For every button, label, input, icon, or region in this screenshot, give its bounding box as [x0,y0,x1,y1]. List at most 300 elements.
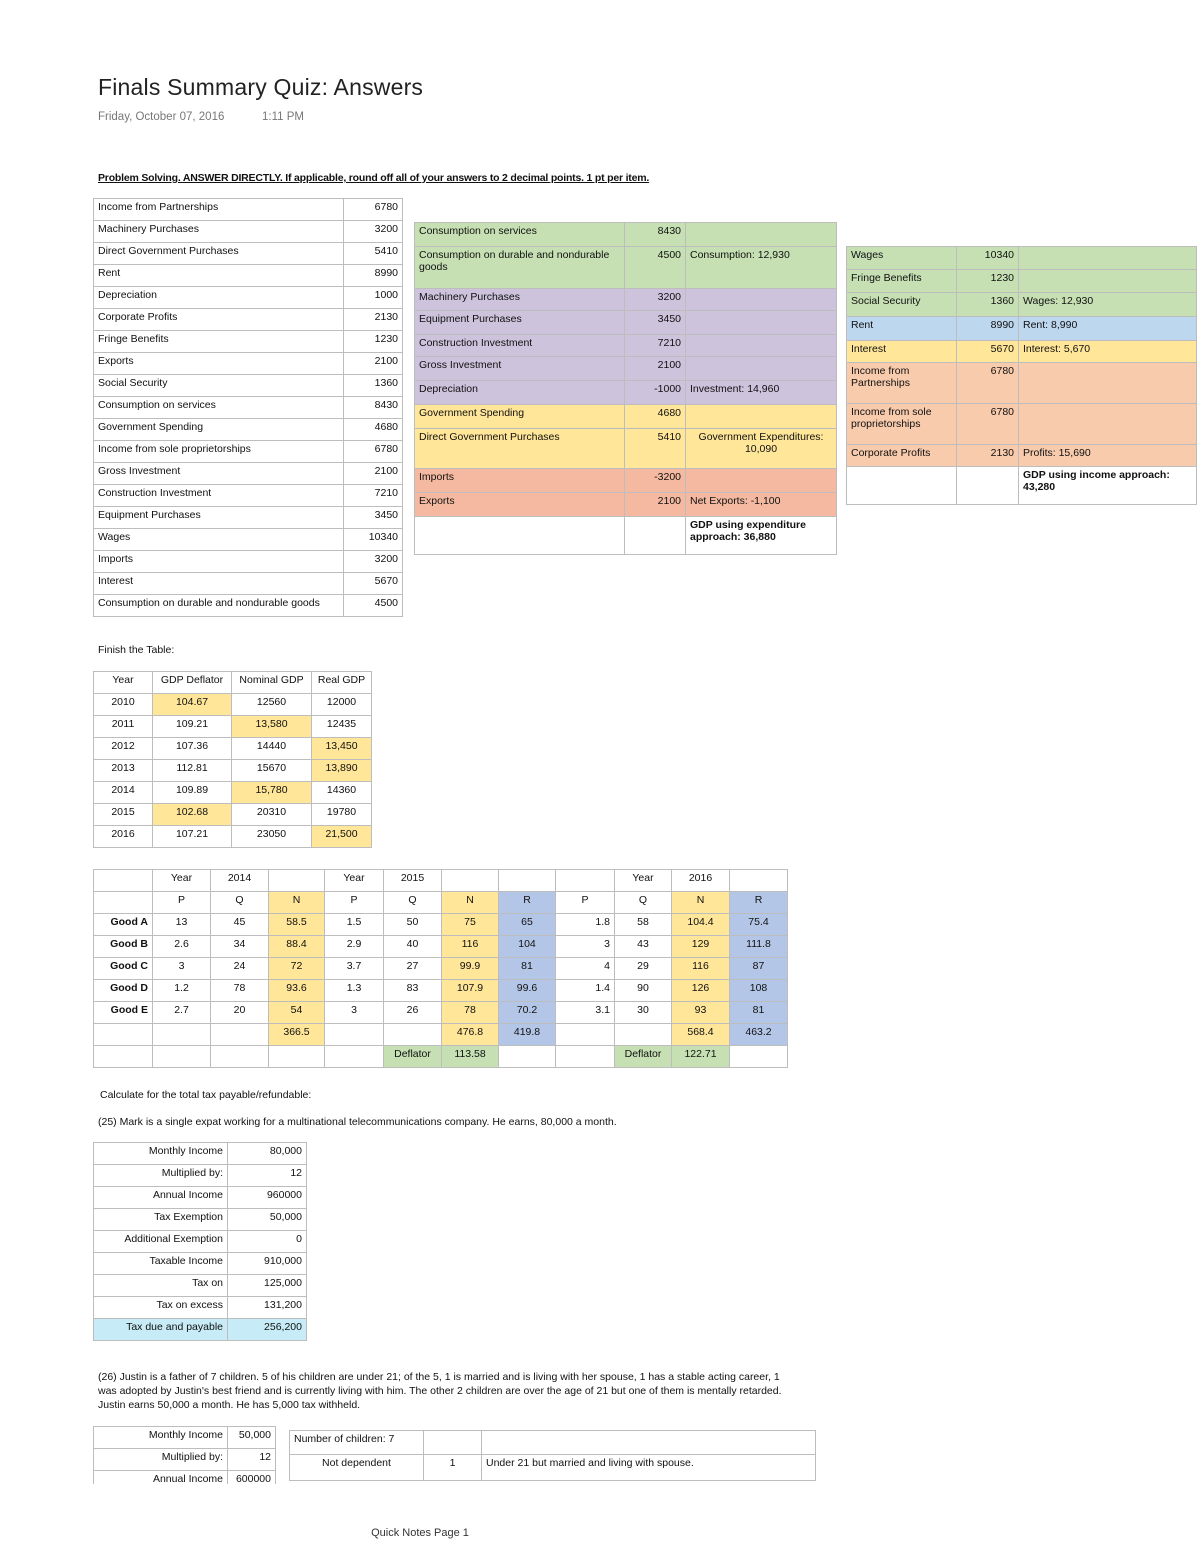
gdp-cell: 2014 [94,782,153,804]
blank-cell [415,517,625,555]
blank-cell [94,1024,153,1046]
table-row [94,331,403,353]
gdp-cell: 13,450 [312,738,372,760]
total-cell: 568.4 [672,1024,730,1046]
table-row [94,804,372,826]
tax-value: 910,000 [228,1253,307,1275]
gdp-cell: 2016 [94,826,153,848]
question-25: (25) Mark is a single expat working for a multinational telecommunications company. He earns, 80,000 a month. [98,1116,617,1128]
expenditure-label: Consumption on services [415,223,625,247]
expenditure-note [686,405,837,429]
expenditure-value: 4500 [625,247,686,289]
item-label: Imports [94,551,344,573]
header-row [94,892,788,914]
children-header: Number of children: 7 [290,1431,424,1455]
table-row [94,1253,307,1275]
table-row [94,980,788,1002]
tax-value: 125,000 [228,1275,307,1297]
table-row [415,311,837,335]
table-row [94,1471,276,1485]
blank-cell [847,467,957,505]
good-name: Good A [94,914,153,936]
item-label: Exports [94,353,344,375]
column-header: P [153,892,211,914]
goods-cell: 1.3 [325,980,384,1002]
table-row [94,1002,788,1024]
page-time: 1:11 PM [262,111,304,123]
table-row [94,760,372,782]
expenditure-label: Consumption on durable and nondurable goods [415,247,625,289]
tax-label: Tax due and payable [94,1319,228,1341]
item-label: Government Spending [94,419,344,441]
table-row [94,826,372,848]
item-value: 2100 [344,463,403,485]
goods-cell: 13 [153,914,211,936]
item-value: 2100 [344,353,403,375]
column-header: P [325,892,384,914]
table-row [415,493,837,517]
tax-label: Multiplied by: [94,1165,228,1187]
expenditure-label: Exports [415,493,625,517]
goods-cell: 78 [211,980,269,1002]
table-row [847,341,1197,363]
gdp-cell: 12000 [312,694,372,716]
table-row [94,1165,307,1187]
table-row [94,595,403,617]
table-row [415,223,837,247]
expenditure-note: Consumption: 12,930 [686,247,837,289]
goods-cell: 104 [499,936,556,958]
gdp-cell: 19780 [312,804,372,826]
income-label: Fringe Benefits [847,270,957,293]
total-cell: 419.8 [499,1024,556,1046]
goods-cell: 26 [384,1002,442,1024]
column-header: N [672,892,730,914]
table-row [94,441,403,463]
year-cell [556,870,615,892]
income-label: Interest [847,341,957,363]
table-row [94,1209,307,1231]
item-value: 2130 [344,309,403,331]
good-name: Good B [94,936,153,958]
table-row [94,265,403,287]
tax-intro: Calculate for the total tax payable/refundable: [100,1089,312,1101]
table-row [94,199,403,221]
goods-cell: 104.4 [672,914,730,936]
table-row [94,287,403,309]
tax-label: Taxable Income [94,1253,228,1275]
good-name: Good E [94,1002,153,1024]
tax2-clip [93,1426,283,1484]
table-row [94,738,372,760]
tax2-computation-table [93,1426,276,1484]
goods-cell: 78 [442,1002,499,1024]
goods-cell: 93.6 [269,980,325,1002]
table-row [94,221,403,243]
year-cell [499,870,556,892]
tax-label: Tax Exemption [94,1209,228,1231]
gdp-cell: 109.89 [153,782,232,804]
expenditure-value: 4680 [625,405,686,429]
column-header: R [730,892,788,914]
blank-cell [556,1046,615,1068]
expenditure-label: Machinery Purchases [415,289,625,311]
expenditure-note [686,223,837,247]
goods-cell: 27 [384,958,442,980]
children-table [289,1430,816,1481]
table-row [94,419,403,441]
blank-cell [325,1046,384,1068]
deflator-value: 122.71 [672,1046,730,1068]
column-header: N [269,892,325,914]
goods-cell: 75 [442,914,499,936]
blank-cell [269,1046,325,1068]
expenditure-note [686,289,837,311]
goods-cell: 24 [211,958,269,980]
item-label: Depreciation [94,287,344,309]
column-header: Q [615,892,672,914]
good-name: Good D [94,980,153,1002]
item-label: Social Security [94,375,344,397]
goods-cell: 29 [615,958,672,980]
table-row [415,429,837,469]
table-row [94,243,403,265]
tax-value: 0 [228,1231,307,1253]
gdp-cell: 12560 [232,694,312,716]
expenditure-value: 5410 [625,429,686,469]
item-value: 5670 [344,573,403,595]
goods-cell: 108 [730,980,788,1002]
goods-cell: 2.6 [153,936,211,958]
blank-cell [325,1024,384,1046]
table-row [847,445,1197,467]
goods-cell: 93 [672,1002,730,1024]
goods-cell: 20 [211,1002,269,1024]
expenditure-value: 2100 [625,357,686,381]
year-cell: Year [325,870,384,892]
goods-cell: 88.4 [269,936,325,958]
income-value: 6780 [957,363,1019,404]
year-cell [730,870,788,892]
goods-price-table [93,869,788,1068]
expenditure-value: 3450 [625,311,686,335]
year-cell [442,870,499,892]
table-row [847,404,1197,445]
item-value: 6780 [344,199,403,221]
gdp-cell: 15670 [232,760,312,782]
table-row [94,529,403,551]
year-cell [94,870,153,892]
item-label: Interest [94,573,344,595]
income-total-row [847,467,1197,505]
table-row [415,405,837,429]
goods-cell: 126 [672,980,730,1002]
gdp-cell: 15,780 [232,782,312,804]
goods-cell: 58 [615,914,672,936]
tax-value: 256,200 [228,1319,307,1341]
table-row [94,551,403,573]
year-cell: 2015 [384,870,442,892]
gdp-cell: 2015 [94,804,153,826]
blank-cell [384,1024,442,1046]
gdp-cell: 2011 [94,716,153,738]
gdp-cell: 14440 [232,738,312,760]
children-cell: Under 21 but married and living with spouse. [482,1455,816,1481]
goods-cell: 129 [672,936,730,958]
goods-cell: 99.6 [499,980,556,1002]
item-value: 8990 [344,265,403,287]
income-value: 5670 [957,341,1019,363]
table-row [415,289,837,311]
children-cell: 1 [424,1455,482,1481]
income-value: 1230 [957,270,1019,293]
goods-cell: 65 [499,914,556,936]
gdp-cell: 21,500 [312,826,372,848]
income-value: 6780 [957,404,1019,445]
table-row [94,573,403,595]
item-value: 1000 [344,287,403,309]
table-row [94,397,403,419]
goods-cell: 3 [153,958,211,980]
income-table [846,246,1197,505]
item-label: Machinery Purchases [94,221,344,243]
table-row [94,1319,307,1341]
gdp-cell: 112.81 [153,760,232,782]
table-row [94,353,403,375]
item-value: 5410 [344,243,403,265]
total-cell: 366.5 [269,1024,325,1046]
goods-cell: 43 [615,936,672,958]
blank-cell [556,1024,615,1046]
table-row [94,1275,307,1297]
gdp-cell: 104.67 [153,694,232,716]
blank-cell [730,1046,788,1068]
income-note [1019,247,1197,270]
goods-cell: 90 [615,980,672,1002]
expenditure-note [686,311,837,335]
tax-label: Additional Exemption [94,1231,228,1253]
table-row [94,694,372,716]
gdp-cell: 102.68 [153,804,232,826]
income-label: Income from Partnerships [847,363,957,404]
expenditure-value: -1000 [625,381,686,405]
goods-cell: 111.8 [730,936,788,958]
gdp-cell: 12435 [312,716,372,738]
tax2-label: Multiplied by: [94,1449,228,1471]
expenditure-value: -3200 [625,469,686,493]
good-name: Good C [94,958,153,980]
table-row [94,507,403,529]
goods-cell: 99.9 [442,958,499,980]
gdp-cell: 2013 [94,760,153,782]
blank-cell [211,1024,269,1046]
totals-row [94,1024,788,1046]
tax-value: 131,200 [228,1297,307,1319]
expenditure-label: Depreciation [415,381,625,405]
expenditure-note [686,469,837,493]
item-label: Fringe Benefits [94,331,344,353]
tax2-label: Monthly Income [94,1427,228,1449]
blank-cell [153,1046,211,1068]
tax-value: 960000 [228,1187,307,1209]
table-row [94,1449,276,1471]
goods-cell: 116 [672,958,730,980]
expenditure-label: Imports [415,469,625,493]
item-label: Gross Investment [94,463,344,485]
tax-label: Annual Income [94,1187,228,1209]
expenditure-note: Investment: 14,960 [686,381,837,405]
tax2-value: 50,000 [228,1427,276,1449]
expenditure-value: 7210 [625,335,686,357]
item-label: Construction Investment [94,485,344,507]
item-label: Consumption on durable and nondurable goods [94,595,344,617]
goods-cell: 1.5 [325,914,384,936]
item-value: 8430 [344,397,403,419]
deflator-label: Deflator [615,1046,672,1068]
header-row [94,672,372,694]
expenditure-total-row [415,517,837,555]
table-row [94,375,403,397]
blank-cell [94,892,153,914]
table-row [415,381,837,405]
income-value: 1360 [957,293,1019,317]
expenditure-label: Equipment Purchases [415,311,625,335]
blank-cell [957,467,1019,505]
income-note: Profits: 15,690 [1019,445,1197,467]
item-value: 7210 [344,485,403,507]
gdp-cell: 107.36 [153,738,232,760]
gdp-cell: 14360 [312,782,372,804]
goods-cell: 3 [556,936,615,958]
table-row [847,270,1197,293]
goods-cell: 54 [269,1002,325,1024]
expenditure-value: 8430 [625,223,686,247]
column-header: Q [384,892,442,914]
deflator-label: Deflator [384,1046,442,1068]
item-label: Corporate Profits [94,309,344,331]
goods-cell: 1.2 [153,980,211,1002]
tax-value: 12 [228,1165,307,1187]
gdp-cell: 107.21 [153,826,232,848]
gdp-cell: 13,890 [312,760,372,782]
goods-cell: 2.7 [153,1002,211,1024]
goods-cell: 3.1 [556,1002,615,1024]
goods-cell: 50 [384,914,442,936]
expenditure-table [414,222,837,555]
income-label: Income from sole proprietorships [847,404,957,445]
deflator-row [94,1046,788,1068]
expenditure-total: GDP using expenditure approach: 36,880 [686,517,837,555]
goods-cell: 58.5 [269,914,325,936]
tax2-value: 12 [228,1449,276,1471]
goods-cell: 34 [211,936,269,958]
table-row [94,1297,307,1319]
goods-cell: 116 [442,936,499,958]
item-value: 1230 [344,331,403,353]
item-value: 10340 [344,529,403,551]
table-row [94,716,372,738]
total-cell: 476.8 [442,1024,499,1046]
table-row [94,936,788,958]
goods-cell: 81 [730,1002,788,1024]
table-row [94,309,403,331]
goods-cell: 107.9 [442,980,499,1002]
income-value: 2130 [957,445,1019,467]
table-row [94,1187,307,1209]
income-note [1019,404,1197,445]
expenditure-label: Gross Investment [415,357,625,381]
income-note: Wages: 12,930 [1019,293,1197,317]
table-row [415,247,837,289]
instructions: Problem Solving. ANSWER DIRECTLY. If applicable, round off all of your answers to 2 decimal points. 1 pt per item. [98,172,650,184]
gdp-cell: 13,580 [232,716,312,738]
blank-cell [94,1046,153,1068]
column-header: Year [94,672,153,694]
gdp-cell: 23050 [232,826,312,848]
expenditure-value: 2100 [625,493,686,517]
item-label: Wages [94,529,344,551]
column-header: Q [211,892,269,914]
table-row [415,335,837,357]
goods-cell: 4 [556,958,615,980]
deflator-value: 113.58 [442,1046,499,1068]
income-value: 10340 [957,247,1019,270]
table-row [847,247,1197,270]
expenditure-note [686,357,837,381]
goods-cell: 30 [615,1002,672,1024]
expenditure-label: Construction Investment [415,335,625,357]
income-value: 8990 [957,317,1019,341]
children-clip [289,1430,819,1484]
item-label: Rent [94,265,344,287]
page-footer: Quick Notes Page 1 [371,1527,469,1539]
expenditure-note: Net Exports: -1,100 [686,493,837,517]
expenditure-label: Government Spending [415,405,625,429]
gdp-deflator-table [93,671,372,848]
gdp-cell: 2012 [94,738,153,760]
item-label: Equipment Purchases [94,507,344,529]
column-header: R [499,892,556,914]
item-label: Income from Partnerships [94,199,344,221]
blank-cell [615,1024,672,1046]
year-cell: Year [615,870,672,892]
gdp-cell: 109.21 [153,716,232,738]
table-row [415,469,837,493]
blank-cell [153,1024,211,1046]
income-note: Interest: 5,670 [1019,341,1197,363]
table-row [94,463,403,485]
column-header: P [556,892,615,914]
table-row [94,1143,307,1165]
table-row [94,1427,276,1449]
column-header: N [442,892,499,914]
year-row [94,870,788,892]
expenditure-label: Direct Government Purchases [415,429,625,469]
column-header: GDP Deflator [153,672,232,694]
income-label: Rent [847,317,957,341]
goods-cell: 45 [211,914,269,936]
goods-cell: 75.4 [730,914,788,936]
total-cell: 463.2 [730,1024,788,1046]
table-row [94,485,403,507]
gdp-cell: 20310 [232,804,312,826]
year-cell: 2016 [672,870,730,892]
tax-label: Monthly Income [94,1143,228,1165]
table-row [94,1231,307,1253]
income-label: Social Security [847,293,957,317]
goods-cell: 1.4 [556,980,615,1002]
item-label: Consumption on services [94,397,344,419]
